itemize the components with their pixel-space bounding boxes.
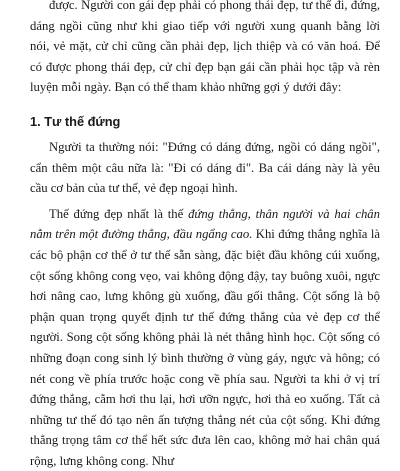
paragraph-lead-text: Thế đứng đẹp nhất là thế — [49, 206, 189, 221]
paragraph-italic-text: đứng thẳng, thân người và hai chân nằm trên một đường thẳng, đầu ngẩng cao. — [30, 206, 380, 242]
quote-paragraph: Người ta thường nói: "Đứng có dáng đứng, ngồi có dáng ngồi", cẩn thêm một câu nữa là: "Đi có dáng đi". Ba cái dáng này là yêu cầu cơ bản của tư thế, vẻ đẹp ngoại hình. — [30, 139, 380, 196]
intro-paragraph: được. Người con gái đẹp phải có phong thái đẹp, tư thế đi, đứng, dáng ngồi cũng như khi giao tiếp với người xung quanh bằng lời nói, vẻ mặt, cử chỉ cũng cần phải đẹp, lịch thiệp và có văn hoá. Để có được phong thái đẹp, cử chỉ đẹp bạn gái cần phải học tập và rèn luyện mỗi ngày. Bạn có thể tham khảo những gợi ý dưới đây: — [30, 0, 380, 95]
section-heading: 1. Tư thế đứng — [30, 113, 121, 129]
standing-posture-paragraph — [30, 204, 380, 471]
paragraph-body-text: Khi đứng thẳng nghĩa là các bộ phận cơ thể ở tư thế sẵn sàng, đặc biệt đầu không cúi xuống, cột sống không cong vẹo, vai không động đậy, tay buông xuôi, ngực hơi nâng cao, lưng không gù xuống, đầu gối thẳng. Cột sống là bộ phận quan trọng quyết định tư thế đứng thẳng của vẻ đẹp cơ thể người. Song cột sống không phải là nét thẳng hình học. Cột sống có những đoạn cong sinh lý bình thường ở vùng gáy, ngực và hông; có nét cong về phía trước hoặc cong về phía sau. Người ta khi ở vị trí đứng thẳng, cằm hơi thu lại, hơi ưỡn ngực, hơi thả eo xuống. Tất cả những tư thế đó tạo nên ấn tượng thẳng nét của cột sống. Khi đứng thẳng trọng tâm cơ thể hết sức đưa lên cao, không mở hai chân quá rộng, lưng không cong. Như — [30, 227, 380, 468]
